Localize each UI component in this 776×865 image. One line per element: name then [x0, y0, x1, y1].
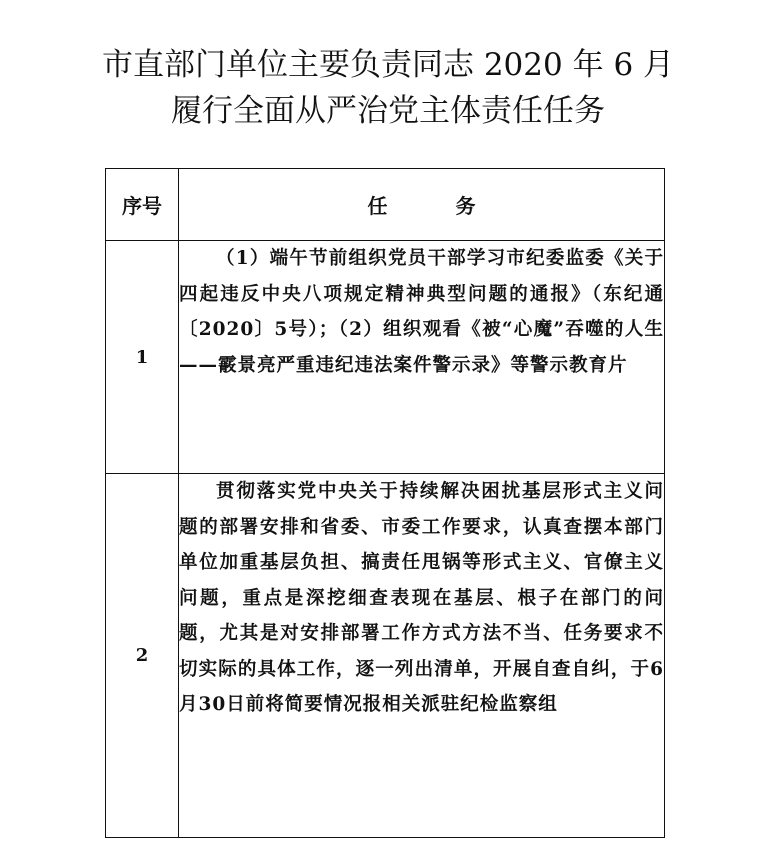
task-table	[105, 168, 665, 838]
row-task: 贯彻落实党中央关于持续解决困扰基层形式主义问题的部署安排和省委、市委工作要求，认真查摆本部门单位加重基层负担、搞责任甩锅等形式主义、官僚主义问题，重点是深挖细查表现在基层、根子在部门的问题，尤其是对安排部署工作方式方法不当、任务要求不切实际的具体工作，逐一列出清单，开展自查自纠，于6月30日前将简要情况报相关派驻纪检监察组	[179, 474, 665, 838]
row-task: （1）端午节前组织党员干部学习市纪委监委《关于四起违反中央八项规定精神典型问题的通报》（东纪通〔2020〕5号）；（2）组织观看《被“心魔”吞噬的人生——霰景亮严重违纪违法案件警示录》等警示教育片	[179, 241, 665, 474]
table-row	[106, 474, 665, 838]
header-task-char2: 务	[455, 194, 476, 218]
document-title-line2: 履行全面从严治党主体责任任务	[171, 93, 605, 129]
row-number: 2	[106, 474, 179, 838]
header-task	[179, 169, 665, 241]
table-header-row	[106, 169, 665, 241]
header-number: 序号	[106, 169, 179, 241]
table-row	[106, 241, 665, 474]
row-number: 1	[106, 241, 179, 474]
header-task-char1: 任	[367, 194, 388, 218]
document-title-line1: 市直部门单位主要负责同志 2020 年 6 月	[101, 47, 675, 83]
